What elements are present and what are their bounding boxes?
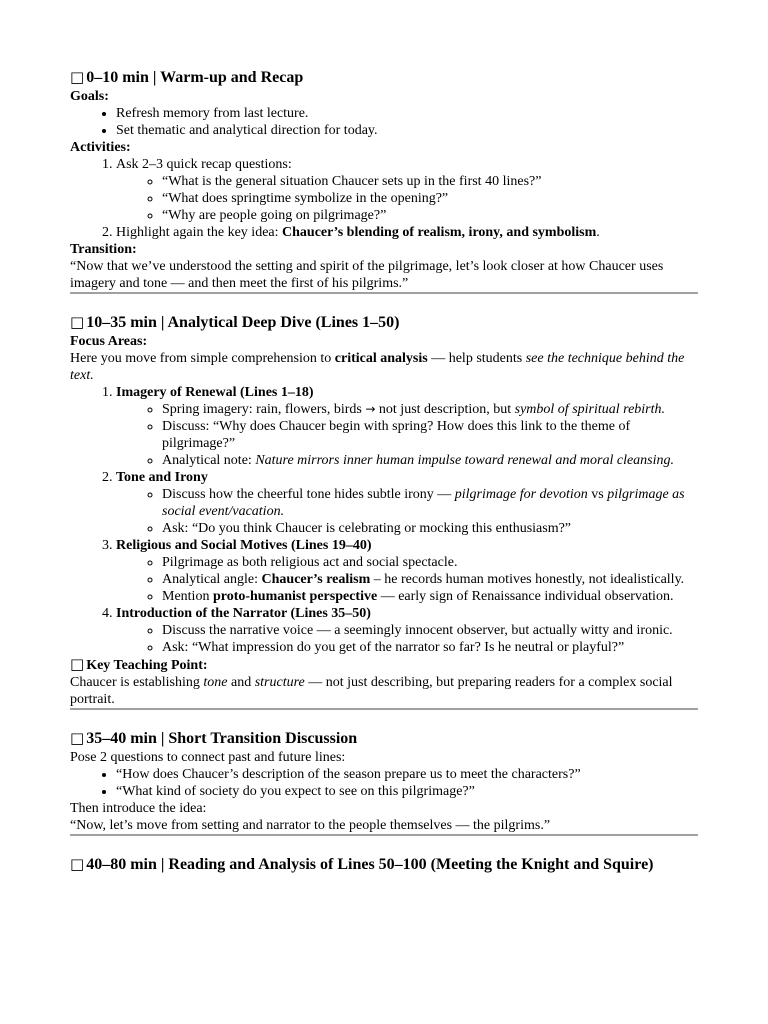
key-teaching-label: □ Key Teaching Point: [70, 655, 208, 673]
section-heading-deep-dive: □ 10–35 min | Analytical Deep Dive (Lines 1–50) [70, 313, 400, 331]
list-item: • Set thematic and analytical direction for today. [116, 122, 698, 139]
focus-intro: Here you move from simple comprehension to critical analysis — help students see the technique behind the text. [70, 351, 685, 383]
list-item: ◦ “Why are people going on pilgrimage?” [162, 207, 698, 224]
list-item: ◦ Analytical note: Nature mirrors inner human impulse toward renewal and moral cleansing. [162, 452, 698, 469]
then-text: Then introduce the idea: [70, 801, 207, 816]
section-transition [70, 728, 698, 834]
list-item: • “What kind of society do you expect to see on this pilgrimage?” [116, 783, 698, 800]
list-item: 2. Tone and Irony ◦ Discuss how the cheerful tone hides subtle irony — pilgrimage for devotion vs pilgrimage as social event/vacation. ◦ Ask: “Do you think Chaucer is celebrating or mocking this enthusiasm?” [116, 469, 698, 537]
sub-list [116, 401, 698, 469]
list-item: ◦ Analytical angle: Chaucer’s realism – he records human motives honestly, not idealistically. [162, 571, 698, 588]
arrow-right-icon: → [365, 402, 376, 416]
list-item: 1. Imagery of Renewal (Lines 1–18) ◦ Spring imagery: rain, flowers, birds → not just description, but symbol of spiritual rebirth. ◦ Discuss: “Why does Chaucer begin with spring? How does this link to the theme of pilgrimage?” ◦ Analytical note: Nature mirrors inner human impulse toward renewal and moral cleansing. [116, 384, 698, 469]
transition-label: Transition: [70, 242, 137, 257]
sub-list [116, 173, 698, 224]
checkbox-icon: □ [70, 729, 85, 747]
sub-list [116, 486, 698, 537]
list-item: 4. Introduction of the Narrator (Lines 35–50) ◦ Discuss the narrative voice — a seemingly innocent observer, but actually witty and ironic. ◦ Ask: “What impression do you get of the narrator so far? Is he neutral or playful?” [116, 605, 698, 656]
section-warmup [70, 67, 698, 292]
checkbox-icon: □ [70, 313, 85, 331]
list-item: ◦ Ask: “Do you think Chaucer is celebrating or mocking this enthusiasm?” [162, 520, 698, 537]
list-item: • “How does Chaucer’s description of the season prepare us to meet the characters?” [116, 766, 698, 783]
section-heading-warmup: □ 0–10 min | Warm-up and Recap [70, 68, 304, 86]
transition-intro: Pose 2 questions to connect past and future lines: [70, 750, 346, 765]
checkbox-icon: □ [70, 655, 85, 673]
focus-label: Focus Areas: [70, 334, 148, 349]
lesson-plan-page [70, 67, 698, 875]
transition-text: “Now that we’ve understood the setting and spirit of the pilgrimage, let’s look closer at how Chaucer uses imagery and tone — and then meet the first of his pilgrims.” [70, 259, 664, 291]
questions-list [70, 766, 698, 800]
section-divider [70, 292, 698, 294]
list-item: 1. Ask 2–3 quick recap questions: ◦ “What is the general situation Chaucer sets up in the first 40 lines?” ◦ “What does springtime symbolize in the opening?” ◦ “Why are people going on pilgrimage?” [116, 156, 698, 224]
list-item: • Refresh memory from last lecture. [116, 105, 698, 122]
section-reading [70, 854, 698, 875]
list-item: ◦ Mention proto-humanist perspective — early sign of Renaissance individual observation. [162, 588, 698, 605]
list-item: 2. Highlight again the key idea: Chaucer’s blending of realism, irony, and symbolism. [116, 224, 698, 241]
list-item: ◦ Discuss the narrative voice — a seemingly innocent observer, but actually witty and ironic. [162, 622, 698, 639]
list-item: ◦ Ask: “What impression do you get of the narrator so far? Is he neutral or playful?” [162, 639, 698, 656]
section-divider [70, 708, 698, 710]
sub-list [116, 554, 698, 605]
section-heading-transition: □ 35–40 min | Short Transition Discussion [70, 729, 358, 747]
list-item: ◦ Discuss: “Why does Chaucer begin with spring? How does this link to the theme of pilgrimage?” [162, 418, 698, 452]
section-divider [70, 834, 698, 836]
activities-list [70, 156, 698, 241]
focus-list [70, 384, 698, 656]
goals-label: Goals: [70, 89, 109, 104]
list-item: 3. Religious and Social Motives (Lines 19–40) ◦ Pilgrimage as both religious act and social spectacle. ◦ Analytical angle: Chaucer’s realism – he records human motives honestly, not idealistically. ◦ Mention proto-humanist perspective — early sign of Renaissance individual observation. [116, 537, 698, 605]
list-item: ◦ “What does springtime symbolize in the opening?” [162, 190, 698, 207]
section-heading-reading: □ 40–80 min | Reading and Analysis of Lines 50–100 (Meeting the Knight and Squire) [70, 855, 654, 873]
sub-list [116, 622, 698, 656]
list-item: ◦ Pilgrimage as both religious act and social spectacle. [162, 554, 698, 571]
goals-list [70, 105, 698, 139]
quote-text: “Now, let’s move from setting and narrator to the people themselves — the pilgrims.” [70, 818, 551, 833]
list-item: ◦ Spring imagery: rain, flowers, birds → not just description, but symbol of spiritual rebirth. [162, 401, 698, 418]
checkbox-icon: □ [70, 68, 85, 86]
checkbox-icon: □ [70, 855, 85, 873]
list-item: ◦ Discuss how the cheerful tone hides subtle irony — pilgrimage for devotion vs pilgrimage as social event/vacation. [162, 486, 698, 520]
list-item: ◦ “What is the general situation Chaucer sets up in the first 40 lines?” [162, 173, 698, 190]
key-teaching-text: Chaucer is establishing tone and structure — not just describing, but preparing readers for a complex social portrait. [70, 675, 673, 707]
section-deep-dive [70, 312, 698, 708]
activities-label: Activities: [70, 140, 131, 155]
